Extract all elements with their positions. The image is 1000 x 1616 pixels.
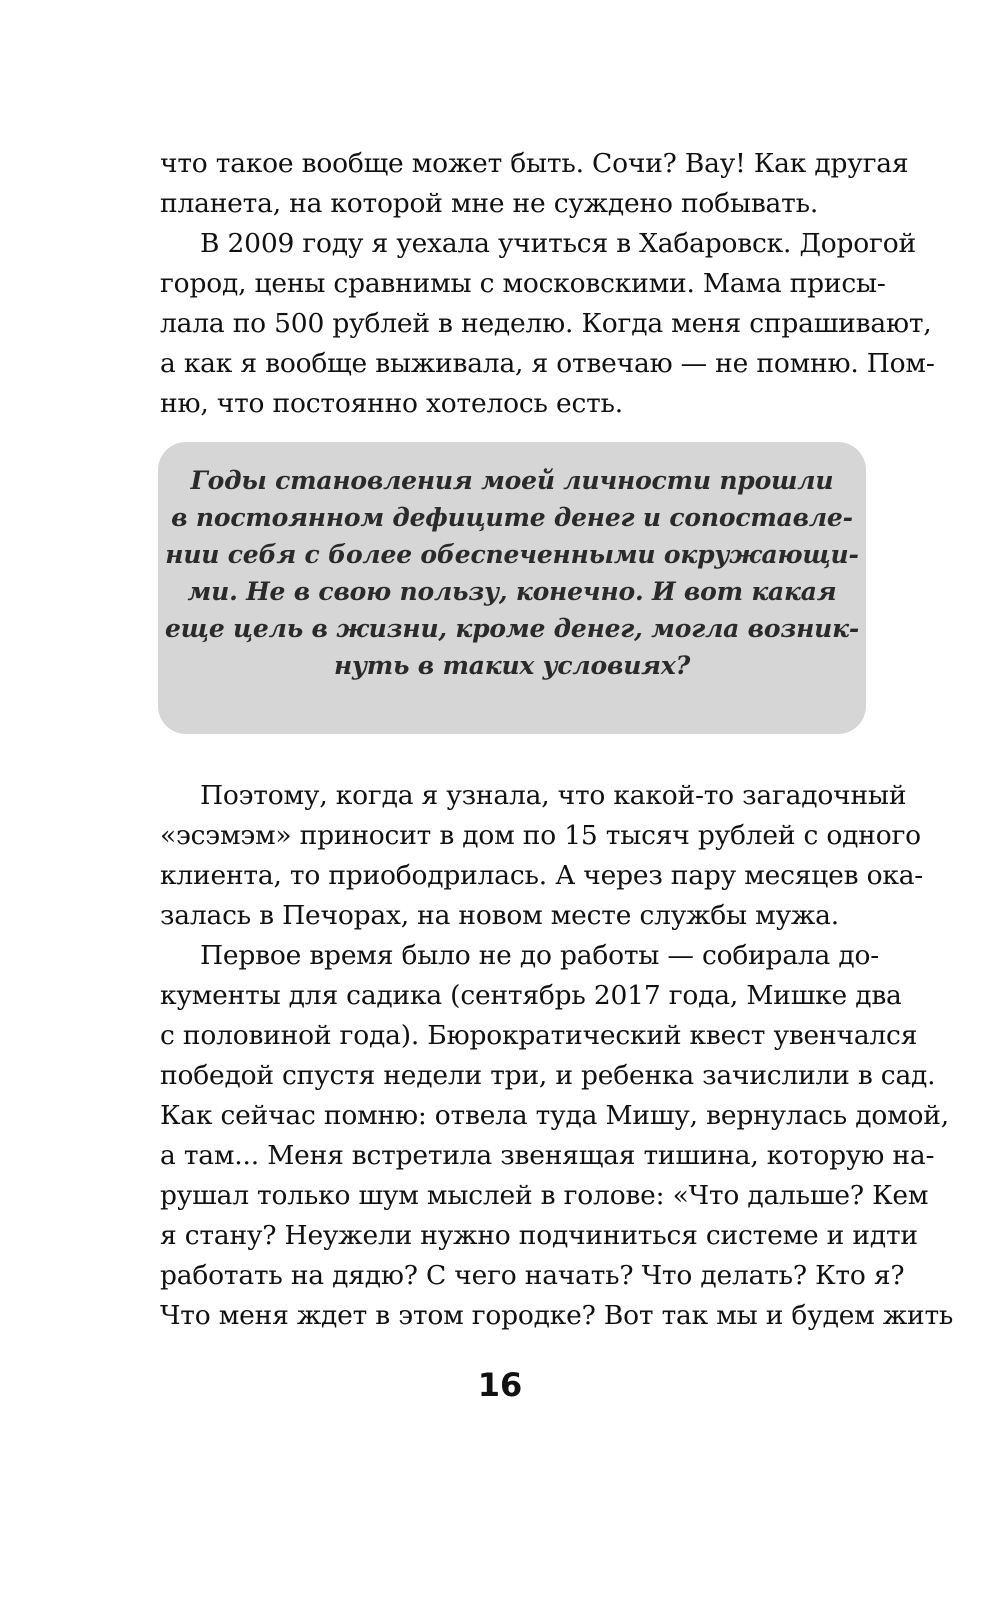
text-line: «эсэмэм» приносит в дом по 15 тысяч рублей с одного (160, 820, 921, 851)
text-line: В 2009 году я уехала учиться в Хабаровск. Дорогой (200, 228, 916, 259)
text-line: работать на дядю? С чего начать? Что делать? Кто я? (160, 1260, 905, 1291)
text-line: Что меня ждет в этом городке? Вот так мы и будем жить (160, 1300, 954, 1331)
callout-line: нуть в таких условиях? (333, 651, 691, 680)
text-line: победой спустя недели три, и ребенка зачислили в сад. (160, 1060, 936, 1091)
text-line: а там... Меня встретила звенящая тишина, которую на- (160, 1140, 935, 1171)
text-line: Как сейчас помню: отвела туда Мишу, вернулась домой, (160, 1100, 949, 1131)
text-line: лала по 500 рублей в неделю. Когда меня спрашивают, (160, 308, 932, 339)
callout-line: Годы становления моей личности прошли (190, 466, 834, 495)
body-text-bottom (160, 776, 954, 1336)
text-line: Первое время было не до работы — собирала до- (200, 940, 880, 971)
text-line: что такое вообще может быть. Сочи? Вау! Как другая (160, 148, 909, 179)
text-line: а как я вообще выживала, я отвечаю — не помню. Пом- (160, 348, 935, 379)
text-line: кументы для садика (сентябрь 2017 года, Мишке два (160, 980, 902, 1011)
text-line: залась в Печорах, на новом месте службы мужа. (160, 900, 839, 931)
text-line: я стану? Неужели нужно подчиниться системе и идти (160, 1220, 918, 1251)
callout-line: еще цель в жизни, кроме денег, могла возник- (164, 614, 860, 643)
callout-text (158, 462, 866, 684)
callout-line: ми. Не в свою пользу, конечно. И вот какая (187, 577, 837, 606)
text-line: город, цены сравнимы с московскими. Мама присы- (160, 268, 886, 299)
text-line: рушал только шум мыслей в голове: «Что дальше? Кем (160, 1180, 929, 1211)
text-line: клиента, то приободрилась. А через пару месяцев ока- (160, 860, 924, 891)
callout-line: в постоянном дефиците денег и сопоставле- (171, 503, 853, 532)
callout-box (158, 442, 866, 734)
text-line: ню, что постоянно хотелось есть. (160, 388, 623, 419)
body-text-top (160, 144, 935, 424)
callout-line: нии себя с более обеспеченными окружающи- (165, 540, 859, 569)
text-line: планета, на которой мне не суждено побывать. (160, 188, 819, 219)
page-number: 16 (477, 1366, 523, 1404)
text-line: Поэтому, когда я узнала, что какой-то загадочный (200, 780, 907, 811)
text-line: с половиной года). Бюрократический квест увенчался (160, 1020, 918, 1051)
